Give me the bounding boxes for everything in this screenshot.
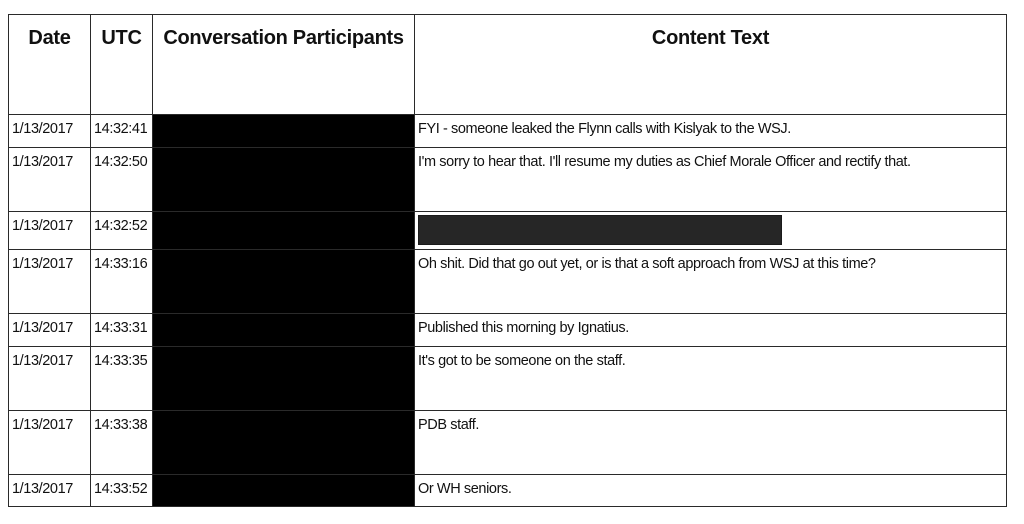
cell-content: Or WH seniors. bbox=[415, 475, 1007, 507]
cell-date: 1/13/2017 bbox=[9, 212, 91, 250]
table-row bbox=[9, 148, 1007, 212]
table-row bbox=[9, 250, 1007, 314]
cell-date: 1/13/2017 bbox=[9, 314, 91, 347]
redaction-block bbox=[418, 215, 782, 245]
cell-date: 1/13/2017 bbox=[9, 475, 91, 507]
cell-content: Oh shit. Did that go out yet, or is that a soft approach from WSJ at this time? bbox=[415, 250, 1007, 314]
cell-utc: 14:33:16 bbox=[91, 250, 153, 314]
cell-content: PDB staff. bbox=[415, 411, 1007, 475]
cell-date: 1/13/2017 bbox=[9, 347, 91, 411]
table-row bbox=[9, 411, 1007, 475]
cell-utc: 14:32:52 bbox=[91, 212, 153, 250]
message-log-sheet bbox=[8, 14, 1004, 514]
table-header-row bbox=[9, 15, 1007, 115]
cell-content: FYI - someone leaked the Flynn calls with Kislyak to the WSJ. bbox=[415, 115, 1007, 148]
table-row bbox=[9, 115, 1007, 148]
cell-participants-redacted bbox=[153, 212, 415, 250]
cell-participants-redacted bbox=[153, 475, 415, 507]
cell-utc: 14:33:38 bbox=[91, 411, 153, 475]
cell-date: 1/13/2017 bbox=[9, 411, 91, 475]
cell-date: 1/13/2017 bbox=[9, 148, 91, 212]
header-utc: UTC bbox=[91, 15, 153, 115]
cell-content: I'm sorry to hear that. I'll resume my duties as Chief Morale Officer and rectify that. bbox=[415, 148, 1007, 212]
table-row bbox=[9, 475, 1007, 507]
table-row bbox=[9, 347, 1007, 411]
cell-content: It's got to be someone on the staff. bbox=[415, 347, 1007, 411]
cell-date: 1/13/2017 bbox=[9, 250, 91, 314]
header-date: Date bbox=[9, 15, 91, 115]
cell-date: 1/13/2017 bbox=[9, 115, 91, 148]
header-content-text: Content Text bbox=[415, 15, 1007, 115]
cell-utc: 14:32:41 bbox=[91, 115, 153, 148]
cell-participants-redacted bbox=[153, 250, 415, 314]
cell-participants-redacted bbox=[153, 314, 415, 347]
cell-utc: 14:33:52 bbox=[91, 475, 153, 507]
message-log-table bbox=[8, 14, 1007, 507]
cell-content-redacted bbox=[415, 212, 1007, 250]
cell-participants-redacted bbox=[153, 115, 415, 148]
cell-utc: 14:32:50 bbox=[91, 148, 153, 212]
cell-participants-redacted bbox=[153, 347, 415, 411]
cell-utc: 14:33:35 bbox=[91, 347, 153, 411]
table-row bbox=[9, 314, 1007, 347]
header-participants: Conversation Participants bbox=[153, 15, 415, 115]
cell-participants-redacted bbox=[153, 148, 415, 212]
table-row bbox=[9, 212, 1007, 250]
cell-content: Published this morning by Ignatius. bbox=[415, 314, 1007, 347]
cell-participants-redacted bbox=[153, 411, 415, 475]
cell-utc: 14:33:31 bbox=[91, 314, 153, 347]
